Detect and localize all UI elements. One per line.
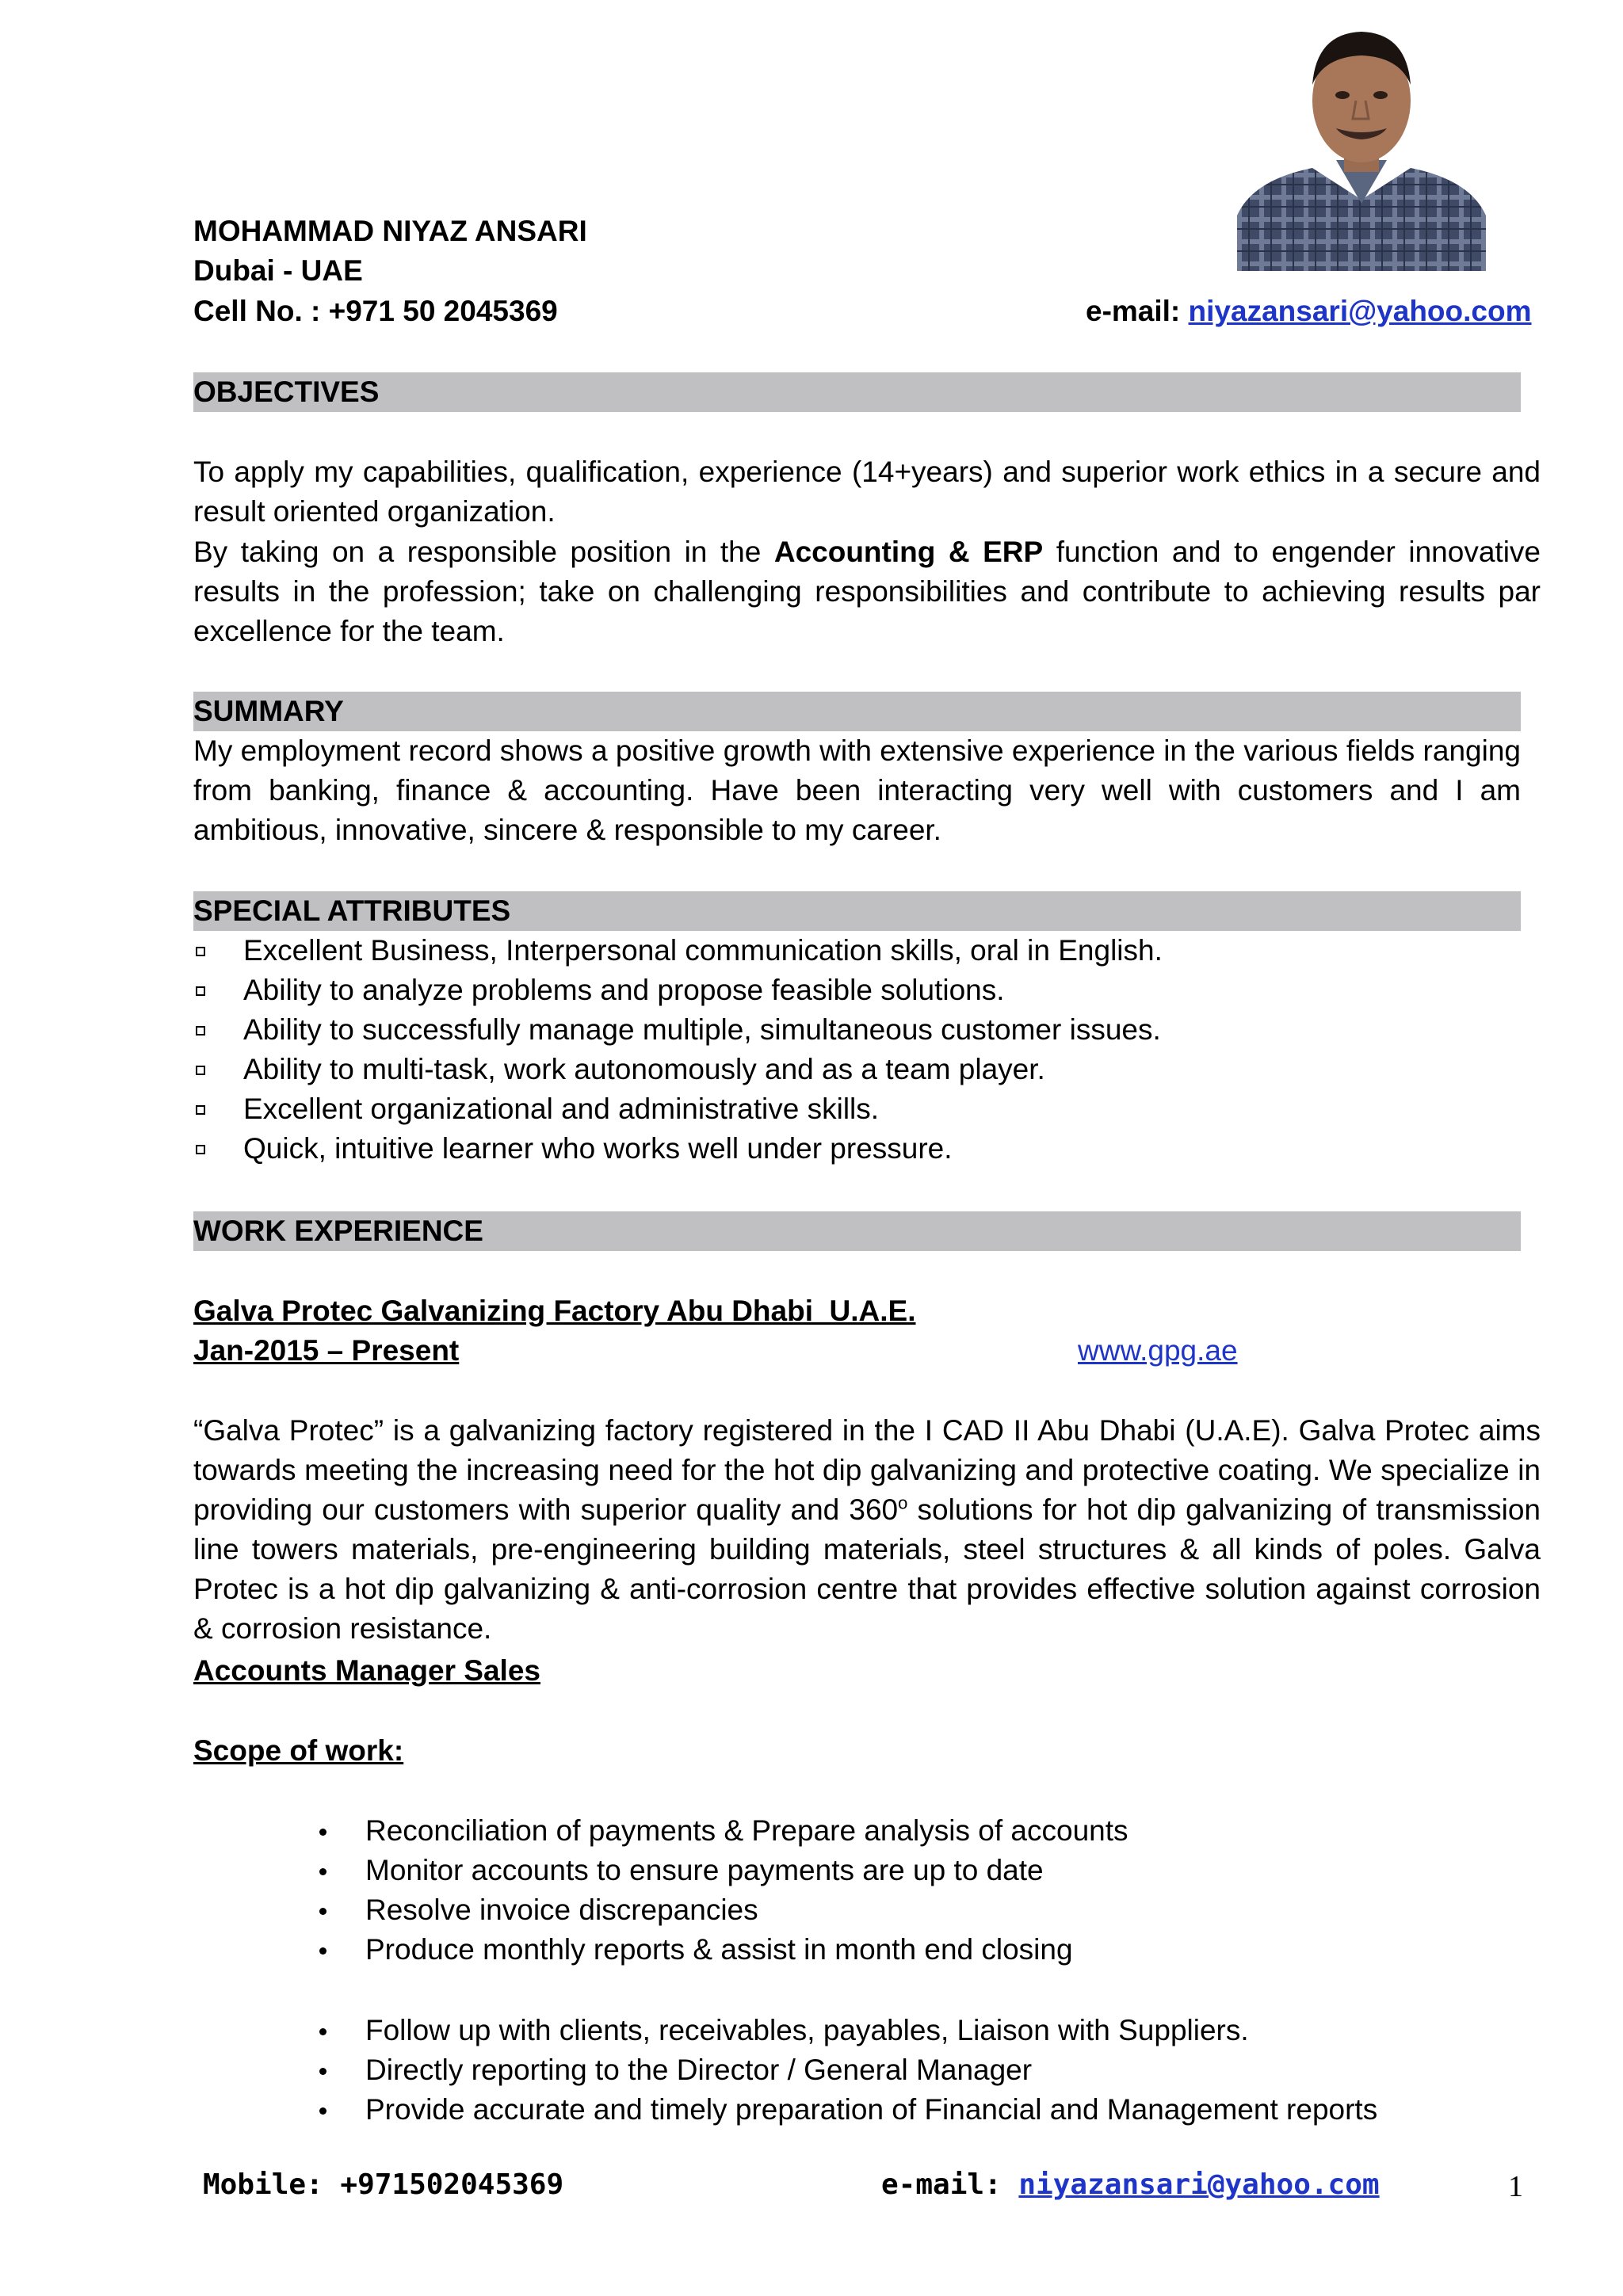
list-item: Ability to successfully manage multiple, simultaneous customer issues.: [193, 1010, 1541, 1050]
objectives-heading: OBJECTIVES: [193, 372, 1521, 412]
checkbox-bullet-icon: [196, 1066, 205, 1075]
list-item: Monitor accounts to ensure payments are up to date: [315, 1851, 1544, 1890]
work-experience-heading: WORK EXPERIENCE: [193, 1211, 1521, 1251]
candidate-location: Dubai - UAE: [193, 254, 363, 287]
degree-superscript: o: [898, 1493, 908, 1513]
special-attributes-list: [193, 931, 1541, 1169]
job-role: Accounts Manager Sales: [193, 1654, 540, 1687]
list-item: Produce monthly reports & assist in month end closing: [315, 1930, 1544, 1970]
footer-email-link[interactable]: niyazansari@yahoo.com: [1018, 2168, 1380, 2201]
list-item: Resolve invoice discrepancies: [315, 1890, 1544, 1930]
bullet-icon: [319, 2068, 327, 2075]
list-item: Reconciliation of payments & Prepare analysis of accounts: [315, 1811, 1544, 1851]
list-item: Provide accurate and timely preparation of Financial and Management reports: [315, 2090, 1544, 2130]
objectives-text-bold: Accounting & ERP: [773, 536, 1044, 568]
bullet-icon: [319, 1868, 327, 1875]
employment-period: Jan-2015 – Present: [193, 1334, 460, 1367]
candidate-name: MOHAMMAD NIYAZ ANSARI: [193, 215, 587, 247]
scope-list-1: [315, 1811, 1544, 1970]
page-number: 1: [1508, 2170, 1523, 2203]
footer-email-line: [881, 2165, 1380, 2205]
special-attributes-heading: SPECIAL ATTRIBUTES: [193, 891, 1521, 931]
bullet-icon: [319, 1947, 327, 1955]
objectives-paragraph-1: To apply my capabilities, qualification, experience (14+years) and superior work ethics in a secure and result oriented organization.: [193, 456, 1541, 528]
checkbox-bullet-icon: [196, 1026, 205, 1035]
description-text-post: solutions for hot dip galvanizing of transmission line towers materials, pre-engineering building materials, steel structures & all kinds of poles. Galva Protec is a hot dip galvanizing & anti-corrosion centre that provides effective solution against corrosion & corrosion resistance.: [193, 1493, 1541, 1645]
cell-number: Cell No. : +971 50 2045369: [193, 295, 558, 327]
company-website-link[interactable]: www.gpg.ae: [1078, 1334, 1238, 1367]
scope-of-work-label: Scope of work:: [193, 1734, 404, 1767]
checkbox-bullet-icon: [196, 1145, 205, 1154]
checkbox-bullet-icon: [196, 986, 205, 996]
list-item: Quick, intuitive learner who works well under pressure.: [193, 1129, 1541, 1169]
summary-heading: SUMMARY: [193, 692, 1521, 731]
summary-paragraph: My employment record shows a positive growth with extensive experience in the various fields ranging from banking, finance & accounting. Have been interacting very well with customers and I am ambitious, innovative, sincere & responsible to my career.: [193, 734, 1521, 846]
person-avatar-icon: [1237, 17, 1486, 271]
list-item: Excellent organizational and administrative skills.: [193, 1089, 1541, 1129]
bullet-icon: [319, 1829, 327, 1836]
bullet-icon: [319, 1908, 327, 1915]
bullet-icon: [319, 2107, 327, 2115]
header-email-link[interactable]: niyazansari@yahoo.com: [1188, 295, 1532, 327]
list-item: Excellent Business, Interpersonal communication skills, oral in English.: [193, 931, 1541, 971]
scope-list-2: [315, 2011, 1544, 2130]
list-item: Follow up with clients, receivables, payables, Liaison with Suppliers.: [315, 2011, 1544, 2050]
company-name: Galva Protec Galvanizing Factory Abu Dhabi U.A.E.: [193, 1295, 916, 1327]
profile-photo: [1237, 17, 1486, 271]
list-item: Ability to multi-task, work autonomously and as a team player.: [193, 1050, 1541, 1089]
objectives-text-post: function and to engender innovative results in the profession; take on challenging responsibilities and contribute to achieving results par excellence for the team.: [193, 536, 1541, 647]
list-item: Ability to analyze problems and propose feasible solutions.: [193, 971, 1541, 1010]
bullet-icon: [319, 2028, 327, 2035]
checkbox-bullet-icon: [196, 947, 205, 956]
checkbox-bullet-icon: [196, 1105, 205, 1115]
header-email-label: e-mail:: [1086, 295, 1181, 327]
footer-email-label: e-mail:: [881, 2168, 1002, 2201]
description-text-pre: “Galva Protec” is a galvanizing factory registered in the I CAD II Abu Dhabi (U.A.E). Galva Protec aims towards meeting the increasing need for the hot dip galvanizing and protective coating. We specialize in providing our customers with superior quality and 360: [193, 1414, 1541, 1526]
list-item: Directly reporting to the Director / General Manager: [315, 2050, 1544, 2090]
objectives-paragraph-2: [193, 532, 1541, 651]
company-description: [193, 1411, 1541, 1649]
header-email-line: [1086, 292, 1532, 331]
footer-mobile: Mobile: +971502045369: [203, 2168, 564, 2201]
objectives-text-pre: By taking on a responsible position in the: [193, 536, 774, 568]
